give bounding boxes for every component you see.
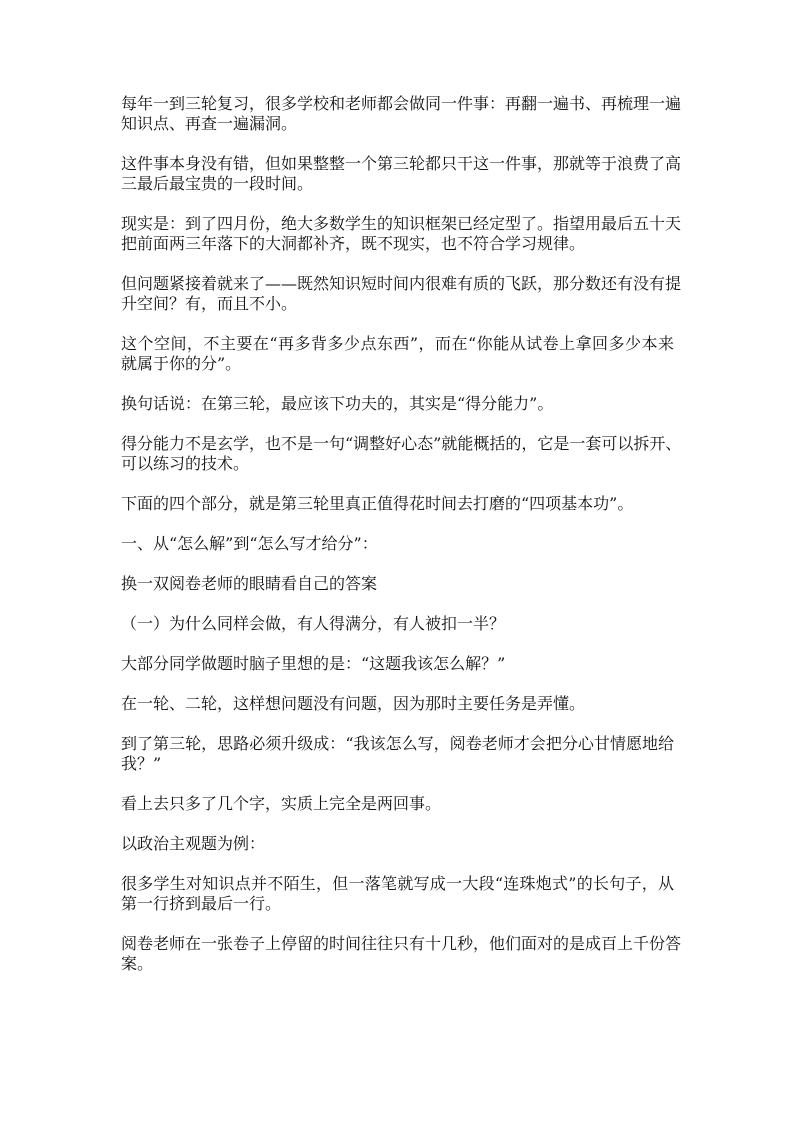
text-line: 这件事本身没有错，但如果整整一个第三轮都只干这一件事，那就等于浪费了高 bbox=[121, 154, 682, 173]
section-subtitle bbox=[121, 574, 674, 594]
paragraph bbox=[121, 694, 674, 714]
text-line: 换句话说：在第三轮，最应该下功夫的，其实是“得分能力”。 bbox=[121, 394, 554, 413]
paragraph bbox=[121, 734, 674, 774]
text-line: 以政治主观题为例： bbox=[121, 834, 266, 853]
document-page bbox=[121, 94, 682, 994]
paragraph bbox=[121, 794, 674, 814]
paragraph bbox=[121, 274, 682, 314]
text-line: 下面的四个部分，就是第三轮里真正值得花时间去打磨的“四项基本功”。 bbox=[121, 494, 634, 513]
text-line: 这个空间，不主要在“再多背多少点东西”，而在“你能从试卷上拿回多少本来 bbox=[121, 334, 674, 353]
paragraph bbox=[121, 494, 674, 514]
text-line: 大部分同学做题时脑子里想的是：“这题我该怎么解？” bbox=[121, 654, 506, 673]
text-line: 阅卷老师在一张卷子上停留的时间往往只有十几秒，他们面对的是成百上千份答 bbox=[121, 934, 682, 953]
paragraph bbox=[121, 94, 682, 134]
text-line: 把前面两三年落下的大洞都补齐，既不现实，也不符合学习规律。 bbox=[121, 234, 586, 253]
text-line: 得分能力不是玄学，也不是一句“调整好心态”就能概括的，它是一套可以拆开、 bbox=[121, 434, 682, 453]
paragraph bbox=[121, 834, 674, 854]
text-line: 在一轮、二轮，这样想问题没有问题，因为那时主要任务是弄懂。 bbox=[121, 694, 586, 713]
subsection-heading bbox=[121, 614, 674, 634]
text-line: 换一双阅卷老师的眼睛看自己的答案 bbox=[121, 574, 378, 593]
paragraph bbox=[121, 654, 674, 674]
paragraph bbox=[121, 874, 674, 914]
text-line: （一）为什么同样会做，有人得满分，有人被扣一半？ bbox=[121, 614, 506, 633]
text-line: 知识点、再查一遍漏洞。 bbox=[121, 114, 298, 133]
text-line: 就属于你的分”。 bbox=[121, 354, 242, 373]
text-line: 很多学生对知识点并不陌生，但一落笔就写成一大段“连珠炮式”的长句子，从 bbox=[121, 874, 674, 893]
text-line: 现实是：到了四月份，绝大多数学生的知识框架已经定型了。指望用最后五十天 bbox=[121, 214, 682, 233]
text-line: 看上去只多了几个字，实质上完全是两回事。 bbox=[121, 794, 442, 813]
text-line: 第一行挤到最后一行。 bbox=[121, 894, 282, 913]
paragraph bbox=[121, 334, 674, 374]
paragraph bbox=[121, 214, 682, 254]
paragraph bbox=[121, 154, 682, 194]
text-line: 升空间？有，而且不小。 bbox=[121, 294, 298, 313]
text-line: 可以练习的技术。 bbox=[121, 454, 250, 473]
text-line: 案。 bbox=[121, 954, 154, 973]
text-line: 我？” bbox=[121, 754, 162, 773]
text-line: 每年一到三轮复习，很多学校和老师都会做同一件事：再翻一遍书、再梳理一遍 bbox=[121, 94, 682, 113]
text-line: 到了第三轮，思路必须升级成：“我该怎么写，阅卷老师才会把分心甘情愿地给 bbox=[121, 734, 674, 753]
paragraph bbox=[121, 394, 674, 414]
paragraph bbox=[121, 434, 682, 474]
text-line: 一、从“怎么解”到“怎么写才给分”： bbox=[121, 534, 378, 553]
text-line: 三最后最宝贵的一段时间。 bbox=[121, 174, 314, 193]
text-line: 但问题紧接着就来了——既然知识短时间内很难有质的飞跃，那分数还有没有提 bbox=[121, 274, 682, 293]
paragraph bbox=[121, 934, 682, 974]
section-heading bbox=[121, 534, 674, 554]
